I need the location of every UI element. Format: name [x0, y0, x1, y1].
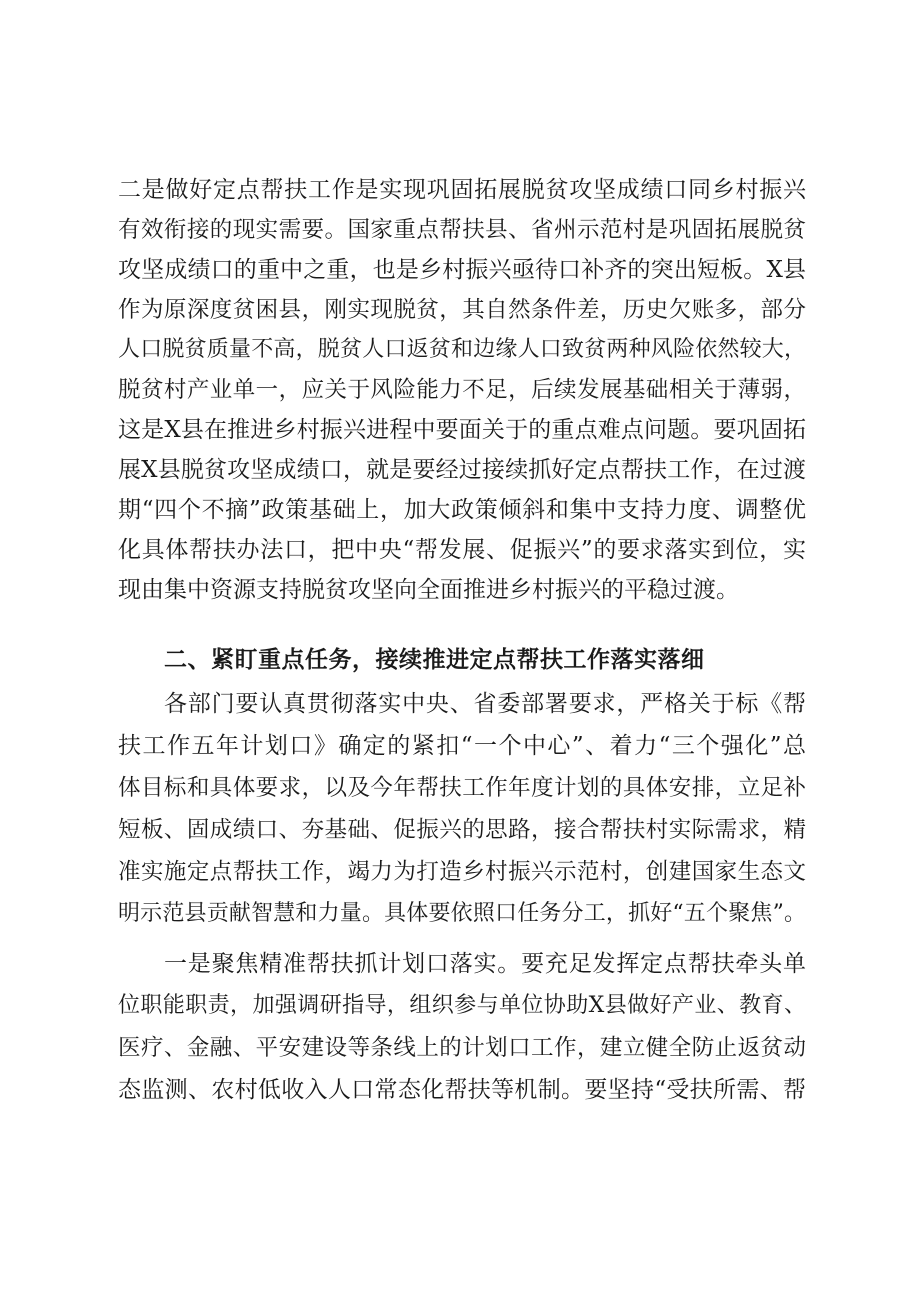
text-line: 攻坚成绩口的重中之重，也是乡村振兴亟待口补齐的突出短板。X县	[118, 257, 806, 283]
text-line: 扶工作五年计划口》确定的紧扣“一个中心”、着力“三个强化”总	[118, 733, 806, 759]
text-line: 准实施定点帮扶工作，竭力为打造乡村振兴示范村，创建国家生态文	[118, 859, 806, 885]
text-line: 现由集中资源支持脱贫攻坚向全面推进乡村振兴的平稳过渡。	[118, 577, 739, 603]
text-line: 一是聚焦精准帮扶抓计划口落实。要充足发挥定点帮扶牵头单	[164, 951, 806, 977]
text-line: 各部门要认真贯彻落实中央、省委部署要求，严格关于标《帮	[164, 691, 806, 717]
text-line: 化具体帮扶办法口，把中央“帮发展、促振兴”的要求落实到位，实	[118, 537, 806, 563]
text-line: 人口脱贫质量不高，脱贫人口返贫和边缘人口致贫两种风险依然较大，	[118, 337, 806, 362]
text-line: 期“四个不摘”政策基础上，加大政策倾斜和集中支持力度、调整优	[118, 497, 806, 523]
text-line: 作为原深度贫困县，刚实现脱贫，其自然条件差，历史欠账多，部分	[118, 297, 806, 323]
text-line: 这是X县在推进乡村振兴进程中要面关于的重点难点问题。要巩固拓	[118, 417, 806, 443]
text-line: 体目标和具体要求，以及今年帮扶工作年度计划的具体安排，立足补	[118, 775, 806, 801]
text-line: 短板、固成绩口、夯基础、促振兴的思路，接合帮扶村实际需求，精	[118, 817, 806, 843]
text-line: 态监测、农村低收入人口常态化帮扶等机制。要坚持“受扶所需、帮	[118, 1077, 806, 1103]
section-heading: 二、紧盯重点任务，接续推进定点帮扶工作落实落细	[164, 647, 705, 673]
text-line: 二是做好定点帮扶工作是实现巩固拓展脱贫攻坚成绩口同乡村振兴	[118, 177, 806, 203]
text-line: 脱贫村产业单一，应关于风险能力不足，后续发展基础相关于薄弱，	[118, 377, 806, 403]
text-line: 有效衔接的现实需要。国家重点帮扶县、省州示范村是巩固拓展脱贫	[118, 217, 806, 243]
text-line: 位职能职责，加强调研指导，组织参与单位协助X县做好产业、教育、	[118, 993, 806, 1018]
text-line: 明示范县贡献智慧和力量。具体要依照口任务分工，抓好“五个聚焦”。	[118, 901, 806, 926]
text-line: 医疗、金融、平安建设等条线上的计划口工作，建立健全防止返贫动	[118, 1035, 806, 1061]
text-line: 展X县脱贫攻坚成绩口，就是要经过接续抓好定点帮扶工作，在过渡	[118, 457, 806, 483]
